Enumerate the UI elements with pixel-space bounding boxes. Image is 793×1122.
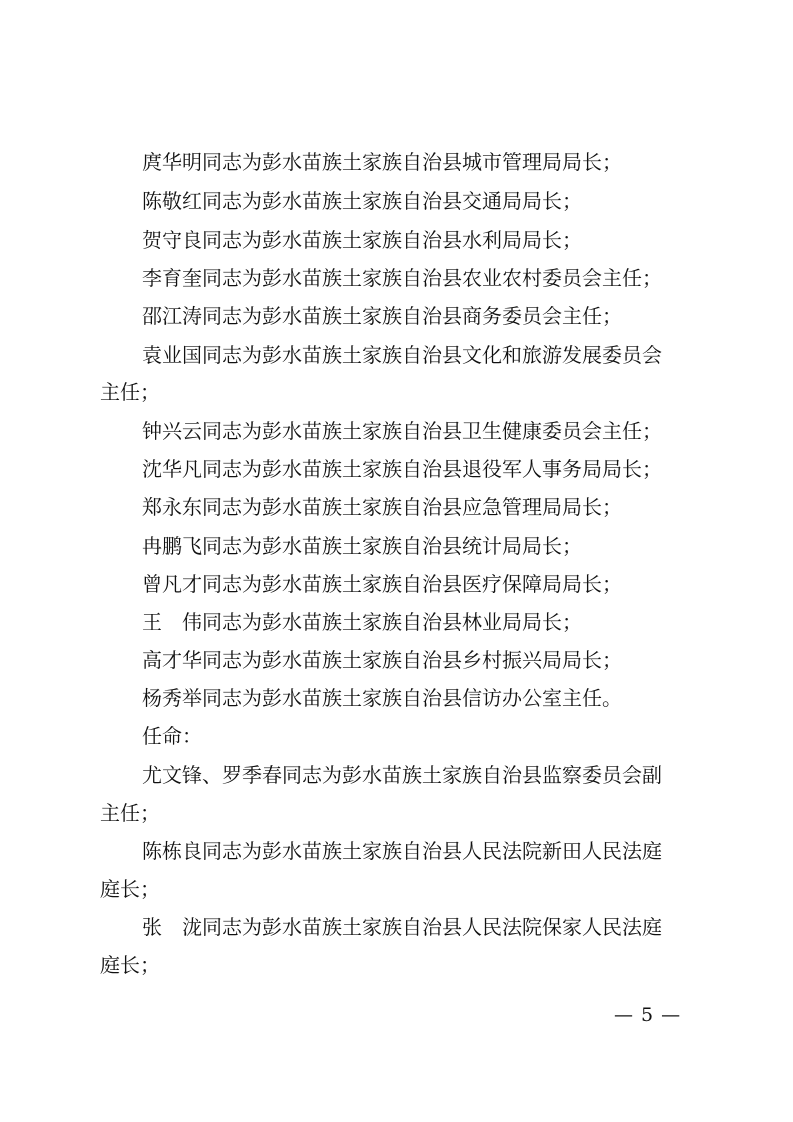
- appointment-line: 邵江涛同志为彭水苗族土家族自治县商务委员会主任；: [142, 304, 622, 328]
- appointment-line: 陈栋良同志为彭水苗族土家族自治县人民法院新田人民法庭: [142, 839, 662, 863]
- appointment-line: 尤文锋、罗季春同志为彭水苗族土家族自治县监察委员会副: [142, 763, 662, 787]
- appointment-line: 张 泷同志为彭水苗族土家族自治县人民法院保家人民法庭: [142, 915, 662, 939]
- appointment-line: 袁业国同志为彭水苗族土家族自治县文化和旅游发展委员会: [142, 343, 662, 367]
- page-number: — 5 —: [614, 1004, 682, 1026]
- appointment-line-continuation: 庭长；: [100, 877, 160, 901]
- section-heading: 任命：: [142, 724, 202, 748]
- appointment-line: 贺守良同志为彭水苗族土家族自治县水利局局长；: [142, 228, 582, 252]
- appointment-line: 郑永东同志为彭水苗族土家族自治县应急管理局局长；: [142, 495, 622, 519]
- appointment-line: 王 伟同志为彭水苗族土家族自治县林业局局长；: [142, 610, 582, 634]
- appointment-line: 钟兴云同志为彭水苗族土家族自治县卫生健康委员会主任；: [142, 419, 662, 443]
- appointment-line-continuation: 庭长；: [100, 953, 160, 977]
- appointment-line: 沈华凡同志为彭水苗族土家族自治县退役军人事务局局长；: [142, 457, 662, 481]
- appointment-line: 曾凡才同志为彭水苗族土家族自治县医疗保障局局长；: [142, 572, 622, 596]
- appointment-line-continuation: 主任；: [100, 801, 160, 825]
- appointment-line: 高才华同志为彭水苗族土家族自治县乡村振兴局局长；: [142, 648, 622, 672]
- appointment-line: 冉鹏飞同志为彭水苗族土家族自治县统计局局长；: [142, 534, 582, 558]
- appointment-line: 陈敬红同志为彭水苗族土家族自治县交通局局长；: [142, 189, 582, 213]
- appointment-line: 李育奎同志为彭水苗族土家族自治县农业农村委员会主任；: [142, 266, 662, 290]
- appointment-line-continuation: 主任；: [100, 380, 160, 404]
- appointment-line: 庹华明同志为彭水苗族土家族自治县城市管理局局长；: [142, 150, 622, 174]
- appointment-line: 杨秀举同志为彭水苗族土家族自治县信访办公室主任。: [142, 686, 622, 710]
